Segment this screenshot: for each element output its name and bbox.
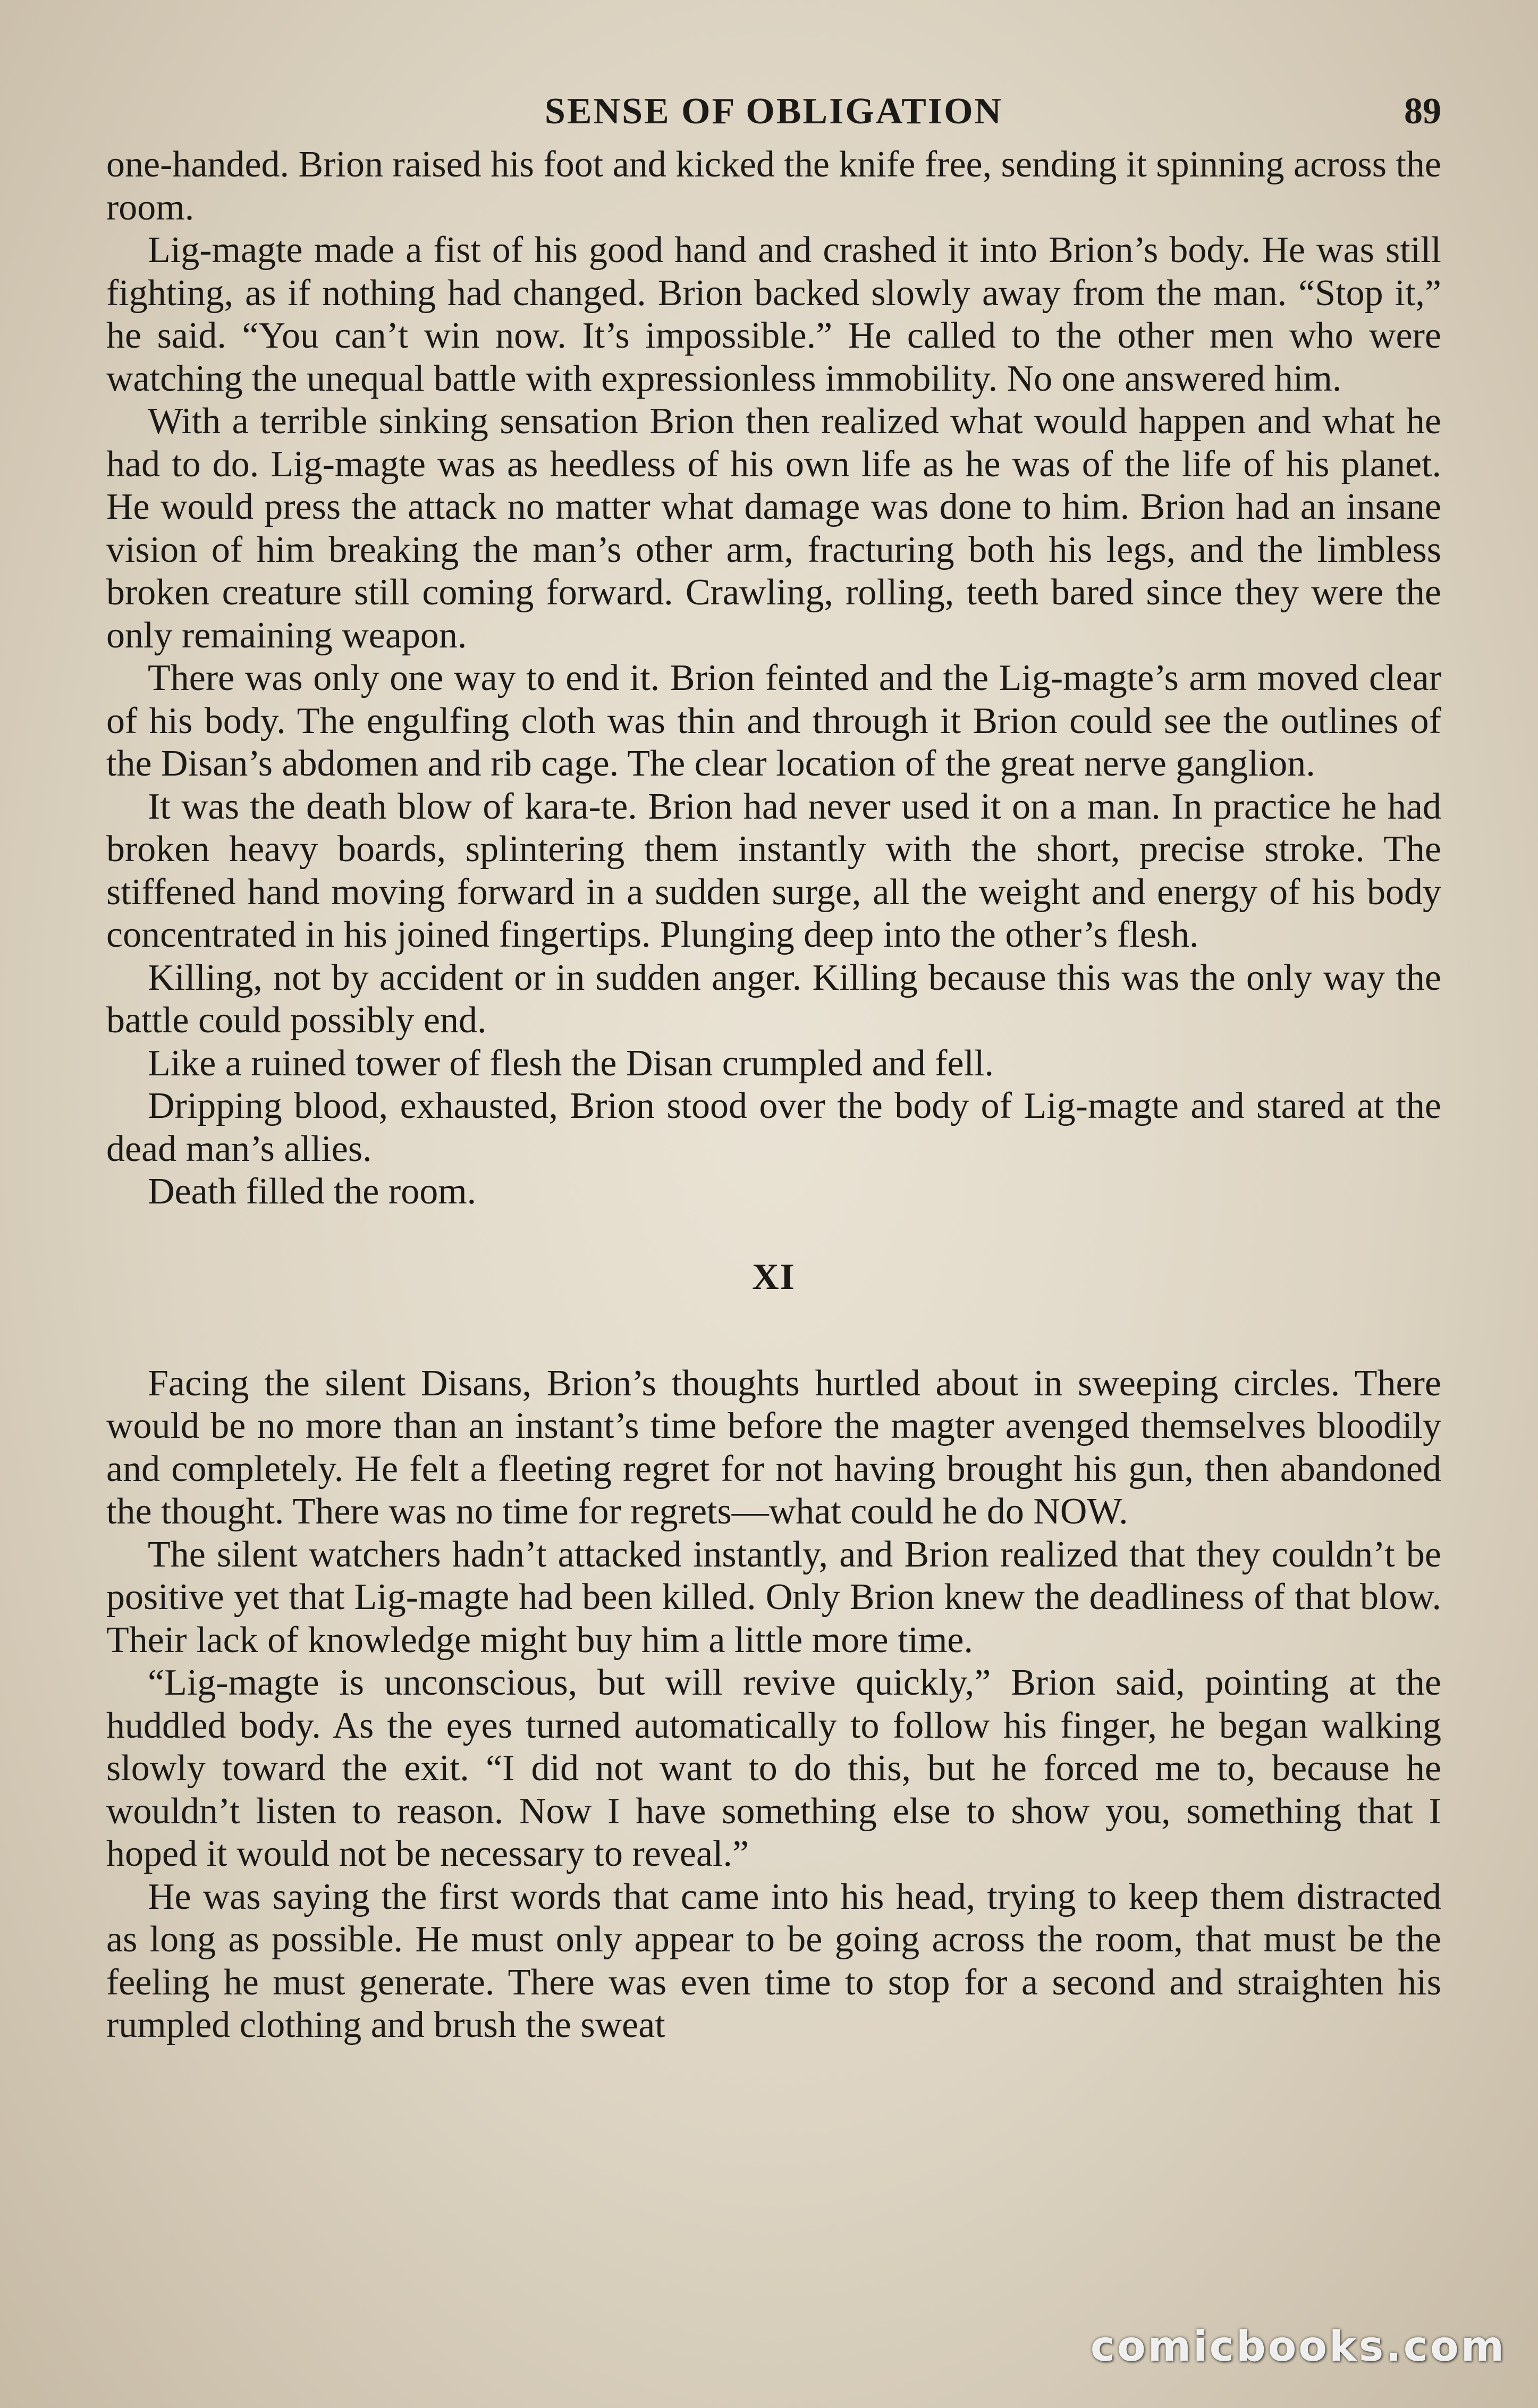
watermark: comicbooks.com — [1090, 2323, 1506, 2371]
paragraph: Dripping blood, exhausted, Brion stood over the body of Lig-magte and stared at the dead man’s allies. — [106, 1085, 1441, 1169]
paragraph: one-handed. Brion raised his foot and kicked the knife free, sending it spinning across the room. — [106, 144, 1441, 228]
paragraph: Facing the silent Disans, Brion’s thoughts hurtled about in sweeping circles. There would be no more than an instant’s time before the magter avenged themselves bloodily and completely. He felt a fleeting regret for not having brought his gun, then abandoned the thought. There was no time for regrets—what could he do NOW. — [106, 1362, 1441, 1532]
paragraph: Killing, not by accident or in sudden anger. Killing because this was the only way the battle could possibly end. — [106, 957, 1441, 1041]
text-block-after-chapter — [106, 1362, 1441, 2047]
book-page — [106, 85, 1441, 2328]
paragraph: Like a ruined tower of flesh the Disan crumpled and fell. — [148, 1042, 994, 1084]
page-number: 89 — [1404, 91, 1441, 132]
paragraph: “Lig-magte is unconscious, but will revive quickly,” Brion said, pointing at the huddled body. As the eyes turned automatically to follow his finger, he began walking slowly toward the exit. “I did not want to do this, but he forced me to, because he wouldn’t listen to reason. Now I have something else to show you, something that I hoped it would not be necessary to reveal.” — [106, 1662, 1441, 1874]
paragraph: With a terrible sinking sensation Brion then realized what would happen and what he had to do. Lig-magte was as heedless of his own life as he was of the life of his planet. He would press the attack no matter what damage was done to him. Brion had an insane vision of him breaking the man’s other arm, fracturing both his legs, and the limbless broken creature still coming forward. Crawling, rolling, teeth bared since they were the only remaining weapon. — [106, 401, 1441, 656]
paragraph: He was saying the first words that came into his head, trying to keep them distracted as long as possible. He must only appear to be going across the room, that must be the feeling he must generate. There was even time to stop for a second and straighten his rumpled clothing and brush the sweat — [106, 1876, 1441, 2045]
running-title: SENSE OF OBLIGATION — [544, 91, 1003, 132]
paragraph: The silent watchers hadn’t attacked instantly, and Brion realized that they couldn’t be positive yet that Lig-magte had been killed. Only Brion knew the deadliness of that blow. Their lack of knowledge might buy him a little more time. — [106, 1534, 1441, 1661]
chapter-heading: XI — [752, 1256, 796, 1298]
paragraph: Death filled the room. — [148, 1171, 477, 1212]
running-head — [106, 85, 1441, 144]
text-block-before-chapter — [106, 144, 1441, 1214]
paragraph: It was the death blow of kara-te. Brion had never used it on a man. In practice he had broken heavy boards, splintering them instantly with the short, precise stroke. The stiffened hand moving forward in a sudden surge, all the weight and energy of his body concentrated in his joined fingertips. Plunging deep into the other’s flesh. — [106, 786, 1441, 955]
paragraph: Lig-magte made a fist of his good hand and crashed it into Brion’s body. He was still fighting, as if nothing had changed. Brion backed slowly away from the man. “Stop it,” he said. “You can’t win now. It’s impossible.” He called to the other men who were watching the unequal battle with expressionless immobility. No one answered him. — [106, 230, 1441, 399]
paragraph: There was only one way to end it. Brion feinted and the Lig-magte’s arm moved clear of his body. The engulfing cloth was thin and through it Brion could see the outlines of the Disan’s abdomen and rib cage. The clear location of the great nerve ganglion. — [106, 658, 1441, 784]
